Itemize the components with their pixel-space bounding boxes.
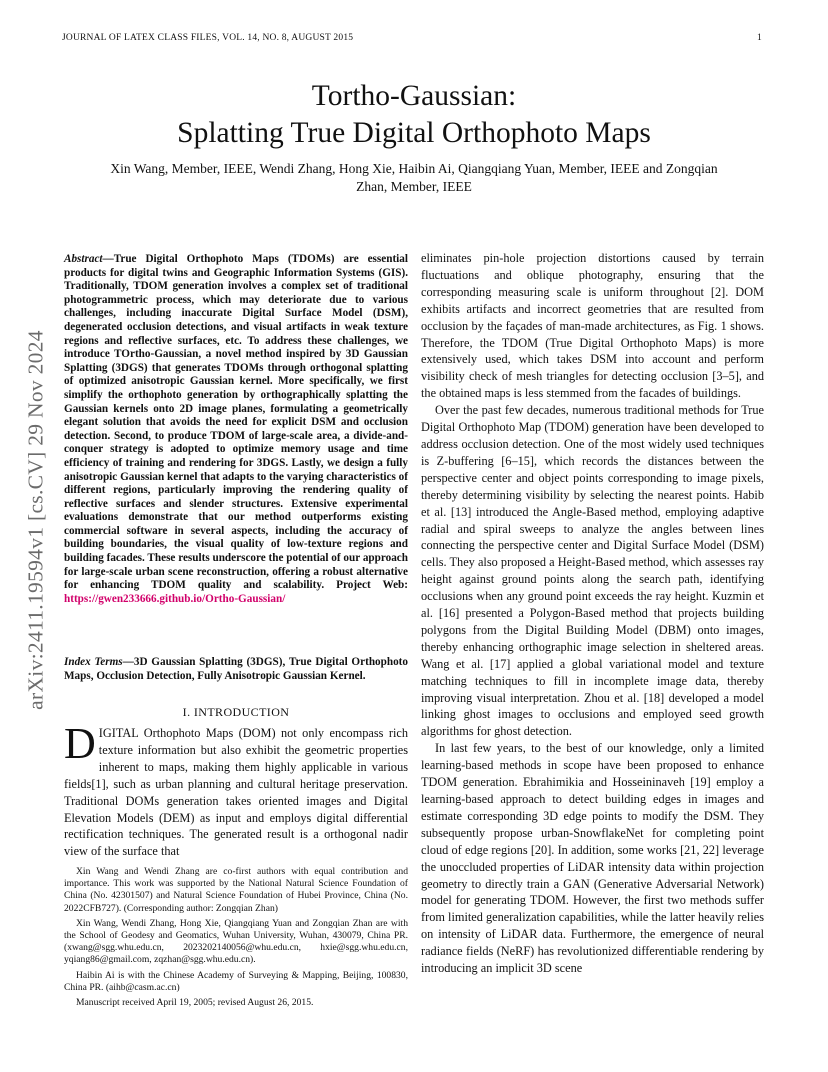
intro-text: IGITAL Orthophoto Maps (DOM) not only encompass rich texture information but also exhibit the geometric properties inherent to maps, making them highly applicable in various fields[1], such as urban planning and cultural heritage preservation. Traditional DOMs generation takes oriented images and Digital Elevation Models (DEM) as input and employs digital differential rectification techniques. The generated result is a orthogonal nadir view of the surface that	[64, 726, 408, 859]
paragraph-1: eliminates pin-hole projection distortions caused by terrain fluctuations and oblique photography, ensuring that the corresponding measuring scale is uniform throughout [2]. DOM exhibits artifacts and incorrect geometries that are resulted from occlusion by the façades of man-made architectures, as Fig. 1 shows. Therefore, the TDOM (True Digital Orthophoto Maps) is more extensively used, which takes DSM into account and perform visibility check of mesh triangles for detecting occlusion [3–5], and the obtained maps is less stemmed from the facades of buildings.	[421, 251, 764, 401]
paragraph-2: Over the past few decades, numerous traditional methods for True Digital Orthophoto Map (TDOM) generation have been developed to address occlusion detection. One of the most widely used techniques is Z-buffering [6–15], which records the distances between the perspective center and object points corresponding to image pixels, thereby determining visibility by selecting the nearest points. Habib et al. [13] introduced the Angle-Based method, employing adaptive radial and spiral sweeps to analyze the angles between lines connecting the perspective center and Digital Surface Model (DSM) cells. They also proposed a Height-Based method, which assesses ray height against ground points along the search path, identifying occlusions when any ground point exceeds the ray height. Kuzmin et al. [16] presented a Polygon-Based method that projects building polygons from the Digital Building Model (DBM) onto images, thereby enhancing orthographic image selection in sheltered areas. Wang et al. [17] applied a global variational model and texture matching techniques to fill in incomplete image data, thereby improving visual interpretation. Zhou et al. [18] developed a model linking ghost images to occlusions and employed seed growth algorithms for ghost detection.	[421, 403, 764, 739]
right-column-body	[421, 250, 764, 977]
author-list	[60, 160, 768, 196]
title-line-2: Splatting True Digital Orthophoto Maps	[177, 117, 651, 149]
page-number: 1	[757, 33, 762, 43]
index-terms	[64, 656, 408, 683]
arxiv-stamp	[22, 282, 50, 758]
index-terms-text: —3D Gaussian Splatting (3DGS), True Digital Orthophoto Maps, Occlusion Detection, Fully Anisotropic Gaussian Kernel.	[64, 656, 408, 682]
abstract-lead: Abstract	[64, 253, 103, 265]
footnote-3: Haibin Ai is with the Chinese Academy of Surveying & Mapping, Beijing, 100830, China PR. (aihb@casm.ac.cn)	[64, 969, 408, 993]
section-heading: I. INTRODUCTION	[182, 705, 290, 719]
footnote-1: Xin Wang and Wendi Zhang are co-first authors with equal contribution and importance. This work was supported by the National Natural Science Foundation of China (No. 42301507) and Natural Science Foundation of Hubei Province, China (No. 2022CFB727). (Corresponding author: Zongqian Zhan)	[64, 866, 408, 914]
running-header: JOURNAL OF LATEX CLASS FILES, VOL. 14, NO. 8, AUGUST 2015	[62, 33, 354, 43]
authors-line-1: Xin Wang, Member, IEEE, Wendi Zhang, Hong Xie, Haibin Ai, Qiangqiang Yuan, Member, IEEE and Zongqian	[110, 161, 718, 176]
paper-title	[60, 78, 768, 152]
footnote-4: Manuscript received April 19, 2005; revised August 26, 2015.	[76, 997, 314, 1009]
abstract-text: —True Digital Orthophoto Maps (TDOMs) are essential products for digital twins and Geographic Information Systems (GIS). Traditionally, TDOM generation involves a complex set of traditional photogrammetric process, which may deteriorate due to various challenges, including inaccurate Digital Surface Model (DSM), degenerated occlusion detections, and visual artifacts in weak texture regions and reflective surfaces, etc. To address these challenges, we introduce TOrtho-Gaussian, a novel method inspired by 3D Gaussian Splatting (3DGS) that generates TDOMs through orthogonal splatting of optimized anisotropic Gaussian kernel. More specifically, we first simplify the orthophoto generation by orthographically splatting the Gaussian kernels onto 2D image planes, formulating a geometrically elegant solution that avoids the need for explicit DSM and occlusion detection. Second, to produce TDOM of large-scale area, a divide-and-conquer strategy is adopted to optimize memory usage and time efficiency of training and rendering for 3DGS. Lastly, we design a fully anisotropic Gaussian kernel that adapts to the varying characteristics of different regions, particularly improving the rendering quality of reflective surfaces and slender structures. Extensive experimental evaluations demonstrate that our method outperforms existing commercial software in several aspects, including the accuracy of building boundaries, the visual quality of low-texture regions and building facades. These results underscore the potential of our approach for large-scale urban scene reconstruction, offering a robust alternative for enhancing TDOM quality and scalability. Project Web:	[64, 253, 408, 592]
project-web-link[interactable]: https://gwen233666.github.io/Ortho-Gaussian/	[64, 592, 286, 605]
arxiv-stamp-text: arXiv:2411.19594v1 [cs.CV] 29 Nov 2024	[23, 330, 48, 710]
footnote-2: Xin Wang, Wendi Zhang, Hong Xie, Qiangqiang Yuan and Zongqian Zhan are with the School of Geodesy and Geomatics, Wuhan University, Wuhan, 430079, China PR. (xwang@sgg.whu.edu.cn, 2023202140056@whu.edu.cn, hxie@sgg.whu.edu.cn, yqiang86@gmail.com, zqzhan@sgg.whu.edu.cn).	[64, 917, 408, 966]
title-line-1: Tortho-Gaussian:	[311, 80, 517, 112]
drop-cap: D	[64, 719, 96, 768]
introduction-paragraph	[64, 719, 408, 860]
index-terms-lead: Index Terms	[64, 656, 123, 668]
authors-line-2: Zhan, Member, IEEE	[356, 179, 472, 194]
abstract	[64, 253, 408, 606]
footnotes	[64, 866, 408, 1012]
paragraph-3: In last few years, to the best of our knowledge, only a limited learning-based methods in scope have been proposed to enhance TDOM generation. Ebrahimikia and Hosseininaveh [19] employ a learning-based approach to detect building edges in images and estimate corresponding 3D edge points to modify the DSM. They subsequently propose urban-SnowflakeNet for completing point cloud of edge regions [20]. In addition, some works [21, 22] leverage the unoccluded properties of LiDAR intensity data within projection geometry to directly train a GAN (Generative Adversarial Network) model for generating TDOM. However, the first two methods suffer from limited generalization capabilities, while the latter heavily relies on intensity of LiDAR data. Furthermore, the emergence of neural radiance fields (NeRF) has revolutionized differentiable rendering by introducing an implicit 3D scene	[421, 741, 764, 976]
